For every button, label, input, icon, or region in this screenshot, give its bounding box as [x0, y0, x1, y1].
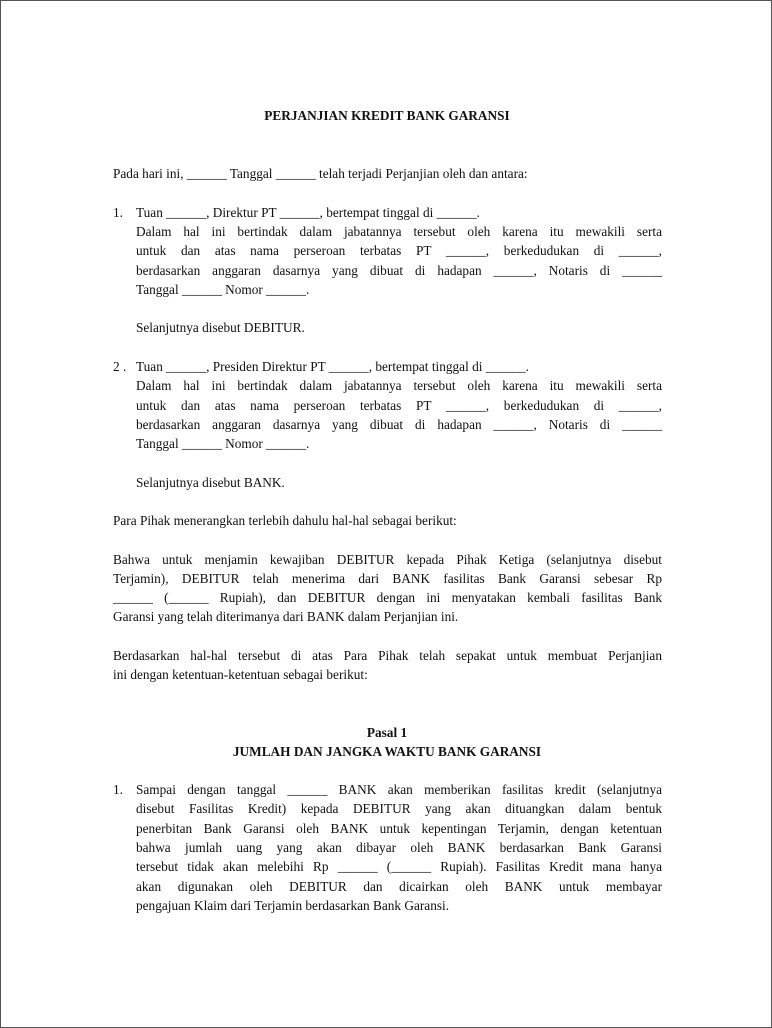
article-title: JUMLAH DAN JANGKA WAKTU BANK GARANSI [232, 744, 542, 759]
party1-line: Dalam hal ini bertindak dalam jabatannya tersebut oleh karena itu mewakili serta [136, 224, 662, 239]
party2-line: Tanggal ______ Nomor ______. [136, 436, 310, 451]
party1-line: Tanggal ______ Nomor ______. [136, 282, 310, 297]
agreement-line: ini dengan ketentuan-ketentuan sebagai berikut: [113, 667, 368, 682]
party1-line: berdasarkan anggaran dasarnya yang dibuat di hadapan ______, Notaris di ______ [136, 263, 662, 278]
party2-line: untuk dan atas nama perseroan terbatas PT ______, berkedudukan di ______, [136, 398, 662, 413]
recital-line: Bahwa untuk menjamin kewajiban DEBITUR kepada Pihak Ketiga (selanjutnya disebut [113, 552, 662, 567]
party1-designation: Selanjutnya disebut DEBITUR. [136, 320, 305, 335]
party1-number: 1. [113, 205, 123, 220]
party1-line: untuk dan atas nama perseroan terbatas PT ______, berkedudukan di ______, [136, 243, 662, 258]
party1-line: Tuan ______, Direktur PT ______, bertempat tinggal di ______. [136, 205, 480, 220]
opening-line: Pada hari ini, ______ Tanggal ______ telah terjadi Perjanjian oleh dan antara: [113, 166, 528, 181]
article-heading: Pasal 1 [366, 725, 408, 740]
article-item-line: tersebut tidak akan melebihi Rp ______ (______ Rupiah). Fasilitas Kredit mana hanya [136, 859, 662, 874]
article-item-line: penerbitan Bank Garansi oleh BANK untuk kepentingan Terjamin, dengan ketentuan [136, 821, 662, 836]
recital-line: Terjamin), DEBITUR telah menerima dari BANK fasilitas Bank Garansi sebesar Rp [113, 571, 662, 586]
party2-line: berdasarkan anggaran dasarnya yang dibuat di hadapan ______, Notaris di ______ [136, 417, 662, 432]
article-item-line: bahwa jumlah uang yang akan dibayar oleh BANK berdasarkan Bank Garansi [136, 840, 662, 855]
party2-designation: Selanjutnya disebut BANK. [136, 475, 285, 490]
recital-line: Garansi yang telah diterimanya dari BANK dalam Perjanjian ini. [113, 609, 459, 624]
article-item-number: 1. [113, 782, 123, 797]
party2-line: Dalam hal ini bertindak dalam jabatannya tersebut oleh karena itu mewakili serta [136, 378, 662, 393]
preamble-line: Para Pihak menerangkan terlebih dahulu hal-hal sebagai berikut: [113, 513, 457, 528]
article-item-line: pengajuan Klaim dari Terjamin berdasarkan Bank Garansi. [136, 898, 450, 913]
agreement-line: Berdasarkan hal-hal tersebut di atas Para Pihak telah sepakat untuk membuat Perjanjian [113, 648, 662, 663]
article-item-line: disebut Fasilitas Kredit) kepada DEBITUR yang akan dituangkan dalam bentuk [136, 801, 662, 816]
article-item-line: Sampai dengan tanggal ______ BANK akan memberikan fasilitas kredit (selanjutnya [136, 782, 662, 797]
party2-number: 2 . [113, 359, 127, 374]
document-title: PERJANJIAN KREDIT BANK GARANSI [264, 108, 510, 123]
party2-line: Tuan ______, Presiden Direktur PT ______, bertempat tinggal di ______. [136, 359, 529, 374]
article-item-line: akan digunakan oleh DEBITUR dan dicairkan oleh BANK untuk membayar [136, 879, 662, 894]
recital-line: ______ (______ Rupiah), dan DEBITUR dengan ini menyatakan kembali fasilitas Bank [113, 590, 662, 605]
